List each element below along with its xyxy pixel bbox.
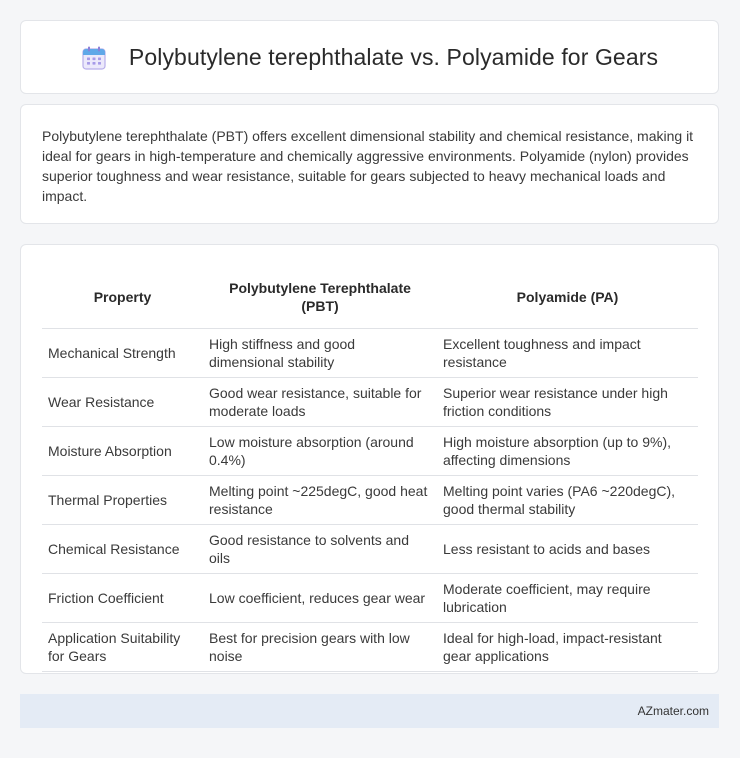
title-card (20, 20, 719, 94)
pbt-cell: Melting point ~225degC, good heat resistance (203, 475, 437, 524)
page-title: Polybutylene terephthalate vs. Polyamide for Gears (128, 43, 659, 70)
pbt-cell: Best for precision gears with low noise (203, 622, 437, 671)
pa-cell: Moderate coefficient, may require lubrication (437, 573, 698, 622)
footer-bar (20, 694, 719, 728)
intro-paragraph: Polybutylene terephthalate (PBT) offers excellent dimensional stability and chemical resistance, making it ideal for gears in high-temperature and chemically aggressive environments. Polyamide (nylon) provides superior toughness and wear resistance, suitable for gears subjected to heavy mechanical loads and impact. (42, 128, 694, 204)
pbt-cell: Low coefficient, reduces gear wear (203, 573, 437, 622)
pa-cell: Excellent toughness and impact resistance (437, 328, 698, 377)
table-row (42, 426, 698, 475)
footer-site-label: AZmater.com (637, 704, 709, 718)
comparison-table-card (20, 244, 719, 674)
header-pa: Polyamide (PA) (437, 265, 698, 328)
pbt-cell: Low moisture absorption (around 0.4%) (203, 426, 437, 475)
property-cell: Thermal Properties (42, 475, 203, 524)
property-cell: Application Suitability for Gears (42, 622, 203, 671)
pa-cell: High moisture absorption (up to 9%), affecting dimensions (437, 426, 698, 475)
pa-cell: Melting point varies (PA6 ~220degC), good thermal stability (437, 475, 698, 524)
pbt-cell: Good wear resistance, suitable for moderate loads (203, 377, 437, 426)
pa-cell: Ideal for high-load, impact-resistant gear applications (437, 622, 698, 671)
property-cell: Chemical Resistance (42, 524, 203, 573)
comparison-table (42, 265, 698, 672)
table-row (42, 475, 698, 524)
table-row (42, 573, 698, 622)
table-row (42, 328, 698, 377)
property-cell: Mechanical Strength (42, 328, 203, 377)
intro-card (20, 104, 719, 224)
pbt-cell: High stiffness and good dimensional stability (203, 328, 437, 377)
pa-cell: Less resistant to acids and bases (437, 524, 698, 573)
header-property: Property (42, 265, 203, 328)
property-cell: Moisture Absorption (42, 426, 203, 475)
calendar-icon (81, 45, 107, 71)
property-cell: Friction Coefficient (42, 573, 203, 622)
pbt-cell: Good resistance to solvents and oils (203, 524, 437, 573)
pa-cell: Superior wear resistance under high friction conditions (437, 377, 698, 426)
header-pbt: Polybutylene Terephthalate (PBT) (203, 265, 437, 328)
property-cell: Wear Resistance (42, 377, 203, 426)
table-header-row (42, 265, 698, 328)
title-row (81, 43, 658, 71)
table-row (42, 622, 698, 671)
table-row (42, 524, 698, 573)
table-row (42, 377, 698, 426)
